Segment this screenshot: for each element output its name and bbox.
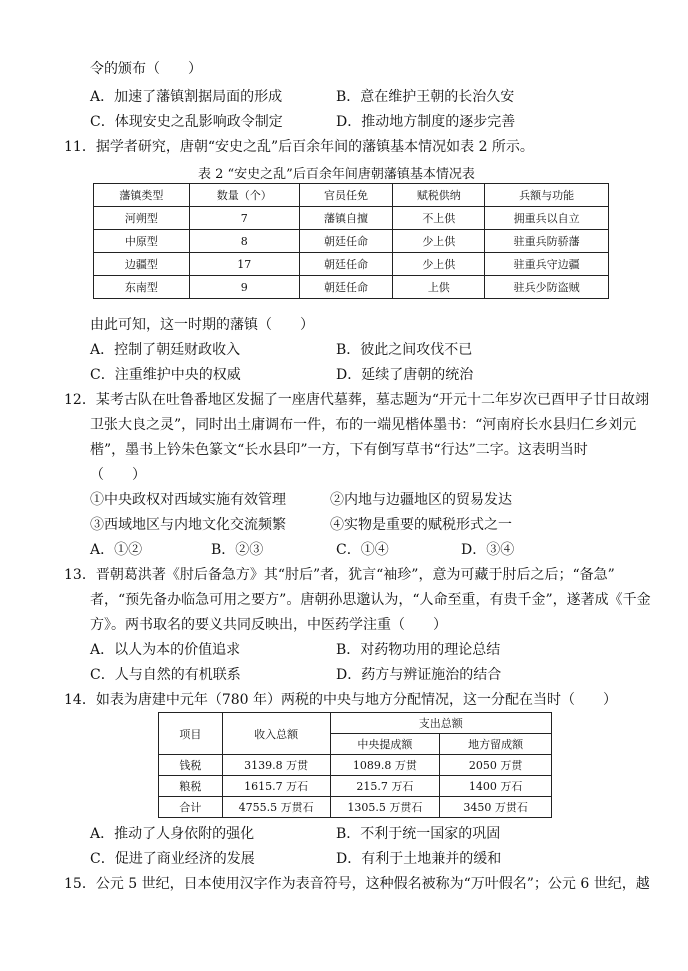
table-header: 收入总额	[222, 713, 330, 755]
table-cell: 朝廷任命	[299, 253, 393, 276]
table-header: 藩镇类型	[94, 184, 190, 207]
table-cell: 中原型	[94, 230, 190, 253]
table-cell: 17	[189, 253, 299, 276]
table-cell: 东南型	[94, 276, 190, 299]
q10-option-c: C．体现安史之乱影响政令制定	[90, 114, 283, 130]
q11-table-caption: 表 2 “安史之乱”后百余年间唐朝藩镇基本情况表	[198, 167, 475, 182]
q14-option-a: A．推动了人身依附的强化	[90, 826, 255, 842]
q13-option-b: B．对药物功用的理论总结	[336, 642, 501, 658]
table-header: 赋税供纳	[393, 184, 485, 207]
table-cell: 8	[189, 230, 299, 253]
q12-statement-1: ①中央政权对西域实施有效管理	[90, 492, 286, 508]
q10-option-d: D．推动地方制度的逐步完善	[336, 114, 516, 130]
table-header: 兵额与功能	[485, 184, 609, 207]
q11-option-d: D．延续了唐朝的统治	[336, 367, 474, 383]
q14-option-c: C．促进了商业经济的发展	[90, 851, 255, 867]
q14-option-b: B．不利于统一国家的巩固	[336, 826, 501, 842]
table-cell: 2050 万贯	[440, 755, 552, 776]
table-cell: 9	[189, 276, 299, 299]
q10-option-a: A．加速了藩镇割据局面的形成	[90, 89, 283, 105]
q13-option-c: C．人与自然的有机联系	[90, 667, 241, 683]
q12-option-c: C．①④	[336, 542, 389, 558]
table-header: 地方留成额	[440, 734, 552, 755]
q14-stem: 14．如表为唐建中元年（780 年）两税的中央与地方分配情况，这一分配在当时（ ）	[64, 692, 617, 708]
q12-option-d: D．③④	[461, 542, 515, 558]
table-header: 项目	[159, 713, 223, 755]
table-cell: 朝廷任命	[299, 276, 393, 299]
q11-question: 由此可知，这一时期的藩镇（ ）	[90, 317, 314, 333]
q10-stem-tail: 令的颁布（ ）	[90, 61, 202, 77]
table-cell: 少上供	[393, 230, 485, 253]
q13-stem-line2: 者，“预先备办临急可用之要方”。唐朝孙思邈认为，“人命至重，有贵千金”，遂著成《千金	[90, 592, 651, 608]
table-cell: 4755.5 万贯石	[222, 797, 330, 818]
table-cell: 上供	[393, 276, 485, 299]
q13-option-d: D．药方与辨证施治的结合	[336, 667, 502, 683]
q15-stem-line1: 15．公元 5 世纪，日本使用汉字作为表音符号，这种假名被称为“万叶假名”；公元 6 世纪，越	[64, 876, 650, 892]
q12-stem-line4: （ ）	[90, 467, 146, 483]
table-cell: 藩镇自擅	[299, 207, 393, 230]
q10-option-b: B．意在维护王朝的长治久安	[336, 89, 515, 105]
table-cell: 河朔型	[94, 207, 190, 230]
q12-stem-line1: 12．某考古队在吐鲁番地区发掘了一座唐代墓葬，墓志题为“开元十二年岁次已酉甲子廿日故翊	[64, 392, 649, 408]
table-cell: 合计	[159, 797, 223, 818]
q11-stem: 11．据学者研究，唐朝“安史之乱”后百余年间的藩镇基本情况如表 2 所示。	[64, 139, 534, 155]
q12-statement-3: ③西域地区与内地文化交流频繁	[90, 517, 286, 533]
table-cell: 3450 万贯石	[440, 797, 552, 818]
q14-table	[158, 712, 552, 818]
table-header: 中央提成额	[330, 734, 440, 755]
q12-statement-4: ④实物是重要的赋税形式之一	[330, 517, 512, 533]
table-cell: 粮税	[159, 776, 223, 797]
q14-option-d: D．有利于土地兼并的缓和	[336, 851, 502, 867]
table-header: 支出总额	[330, 713, 551, 734]
table-cell: 7	[189, 207, 299, 230]
q11-option-b: B．彼此之间攻伐不已	[336, 342, 473, 358]
table-cell: 边疆型	[94, 253, 190, 276]
q11-option-c: C．注重维护中央的权威	[90, 367, 241, 383]
q13-option-a: A．以人为本的价值追求	[90, 642, 241, 658]
q11-option-a: A．控制了朝廷财政收入	[90, 342, 241, 358]
table-cell: 拥重兵以自立	[485, 207, 609, 230]
q13-stem-line3: 方》。两书取名的要义共同反映出，中医药学注重（ ）	[90, 617, 447, 633]
table-cell: 朝廷任命	[299, 230, 393, 253]
table-cell: 驻重兵守边疆	[485, 253, 609, 276]
table-cell: 1089.8 万贯	[330, 755, 440, 776]
table-cell: 少上供	[393, 253, 485, 276]
q11-table	[93, 183, 609, 299]
q12-option-a: A．①②	[90, 542, 143, 558]
q12-stem-line3: 楷”，墨书上钤朱色篆文“长水县印”一方，下有倒写草书“行达”二字。这表明当时	[90, 442, 588, 458]
q12-option-b: B．②③	[211, 542, 264, 558]
q13-stem-line1: 13．晋朝葛洪著《肘后备急方》其“肘后”者，犹言“袖珍”，意为可藏于肘后之后；“备急”	[64, 567, 615, 583]
table-cell: 驻兵少防盗贼	[485, 276, 609, 299]
table-header: 数量（个）	[189, 184, 299, 207]
q12-stem-line2: 卫张大良之灵”，同时出土庸调布一件，布的一端见楷体墨书：“河南府长水县归仁乡刘元	[90, 417, 637, 433]
table-cell: 不上供	[393, 207, 485, 230]
table-cell: 3139.8 万贯	[222, 755, 330, 776]
table-header: 官员任免	[299, 184, 393, 207]
q12-statement-2: ②内地与边疆地区的贸易发达	[330, 492, 512, 508]
table-cell: 驻重兵防骄藩	[485, 230, 609, 253]
table-cell: 1400 万石	[440, 776, 552, 797]
table-cell: 1615.7 万石	[222, 776, 330, 797]
table-cell: 钱税	[159, 755, 223, 776]
table-cell: 215.7 万石	[330, 776, 440, 797]
table-cell: 1305.5 万贯石	[330, 797, 440, 818]
